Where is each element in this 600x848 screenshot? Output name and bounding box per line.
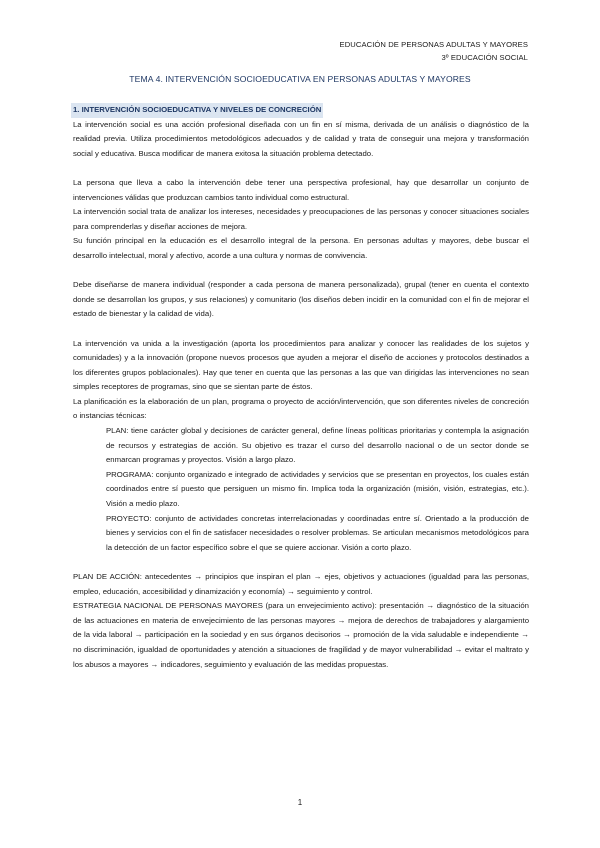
level-proyecto-label: PROYECTO: xyxy=(106,513,152,523)
estrategia-label: ESTRATEGIA NACIONAL DE PERSONAS MAYORES xyxy=(73,601,263,611)
paragraph-design: Debe diseñarse de manera individual (responder a cada persona de manera personalizada), grupal (tener en cuenta el contexto donde se desarrollan los grupos, y sus relaciones) y comunitario (los diseños deben incidir en la comunidad con el fin de mejorar el estado de bienestar y la calidad de vida). xyxy=(73,280,529,319)
page-title: TEMA 4. INTERVENCIÓN SOCIOEDUCATIVA EN PERSONAS ADULTAS Y MAYORES xyxy=(129,74,471,84)
level-proyecto-text: conjunto de actividades concretas interrelacionadas y coordinadas entre sí. Orientado a la producción de bienes y servicios con el fin de satisfacer necesidades o resolver problemas. Se articulan mecanismos metodológicos para la detección de un factor específico sobre el que se quiere accionar. Visión a corto plazo. xyxy=(106,513,529,552)
paragraph-research: La intervención va unida a la investigación (aporta los procedimientos para analizar y conocer las realidades de los sujetos y comunidades) y a la innovación (propone nuevos procesos que ayuden a mejorar el diseño de acciones y protocolos destinados a los diferentes grupos poblacionales). Hay que tener en cuenta que las personas a las que van dirigidas las intervenciones no sean simples receptores de programas, sino que se sientan parte de éstos. xyxy=(73,338,529,392)
document-body xyxy=(73,103,529,672)
document-header xyxy=(340,38,528,64)
plan-accion-label: PLAN DE ACCIÓN: xyxy=(73,572,142,581)
level-plan-text: tiene carácter global y decisiones de carácter general, define líneas políticas prioritarias y contempla la asignación de recursos y estrategias de acción. Su objetivo es trazar el curso del desarrollo nacional o de un sector donde se enmarcan programas y proyectos. Visión a largo plazo. xyxy=(106,426,529,465)
level-programa-label: PROGRAMA: xyxy=(106,469,154,479)
estrategia-text: (para un envejecimiento activo): presentación → diagnóstico de la situación de las actuaciones en materia de envejecimiento de las personas mayores → mejora de derechos de trabajadores y alargamiento de la vida laboral → participación en la sociedad y en sus órganos decisorios → promoción de la vida saludable e independiente → no discriminación, igualdad de oportunidades y atención a situaciones de fragilidad y de mayor vulnerabilidad → evitar el maltrato y los abusos a mayores → indicadores, seguimiento y evaluación de las medidas propuestas. xyxy=(73,601,529,669)
level-programa-text: conjunto organizado e integrado de actividades y servicios que se presentan en proyectos, los cuales están coordinados entre sí puesto que persiguen un mismo fin. Implica toda la organización (misión, visión, estrategias, etc.). Visión a medio plazo. xyxy=(106,469,529,509)
level-programa xyxy=(106,468,529,512)
level-plan xyxy=(106,424,529,468)
paragraph-planning: La planificación es la elaboración de un plan, programa o proyecto de acción/intervención, que son diferentes niveles de concreción o instancias técnicas: xyxy=(73,396,529,421)
header-course: EDUCACIÓN DE PERSONAS ADULTAS Y MAYORES xyxy=(339,40,528,49)
level-proyecto xyxy=(106,512,529,556)
paragraph-plan-accion xyxy=(73,570,529,599)
level-plan-label: PLAN: xyxy=(106,426,129,436)
plan-accion-text: antecedentes → principios que inspiran el plan → ejes, objetivos y actuaciones (igualdad para las personas, empleo, educación, accesibilidad y dinamización y economía) → seguimiento y control. xyxy=(73,572,530,596)
header-degree: 3º EDUCACIÓN SOCIAL xyxy=(441,53,528,62)
paragraph-analysis: La intervención social trata de analizar los intereses, necesidades y preocupaciones de las personas y conocer situaciones sociales para comprenderlas y diseñar acciones de mejora. xyxy=(73,207,529,231)
paragraph-professional: La persona que lleva a cabo la intervención debe tener una perspectiva profesional, hay que desarrollar un conjunto de intervenciones válidas que produzcan cambios tanto individual como estructural. xyxy=(73,177,529,202)
section-heading: 1. INTERVENCIÓN SOCIOEDUCATIVA Y NIVELES DE CONCRECIÓN xyxy=(71,103,323,118)
paragraph-definition: La intervención social es una acción profesional diseñada con un fin en sí misma, derivada de un análisis o diagnóstico de la realidad previa. Utiliza procedimientos metodológicos adecuados y de calidad y trata de conseguir una mejora y transformación social y educativa. Busca modificar de manera exitosa la situación problema detectado. xyxy=(73,119,529,158)
page-number: 1 xyxy=(297,798,303,807)
paragraph-function: Su función principal en la educación es el desarrollo integral de la persona. En personas adultas y mayores, debe buscar el desarrollo intelectual, moral y afectivo, acorde a una cultura y normas de convivencia. xyxy=(73,236,529,260)
paragraph-estrategia xyxy=(73,599,529,672)
